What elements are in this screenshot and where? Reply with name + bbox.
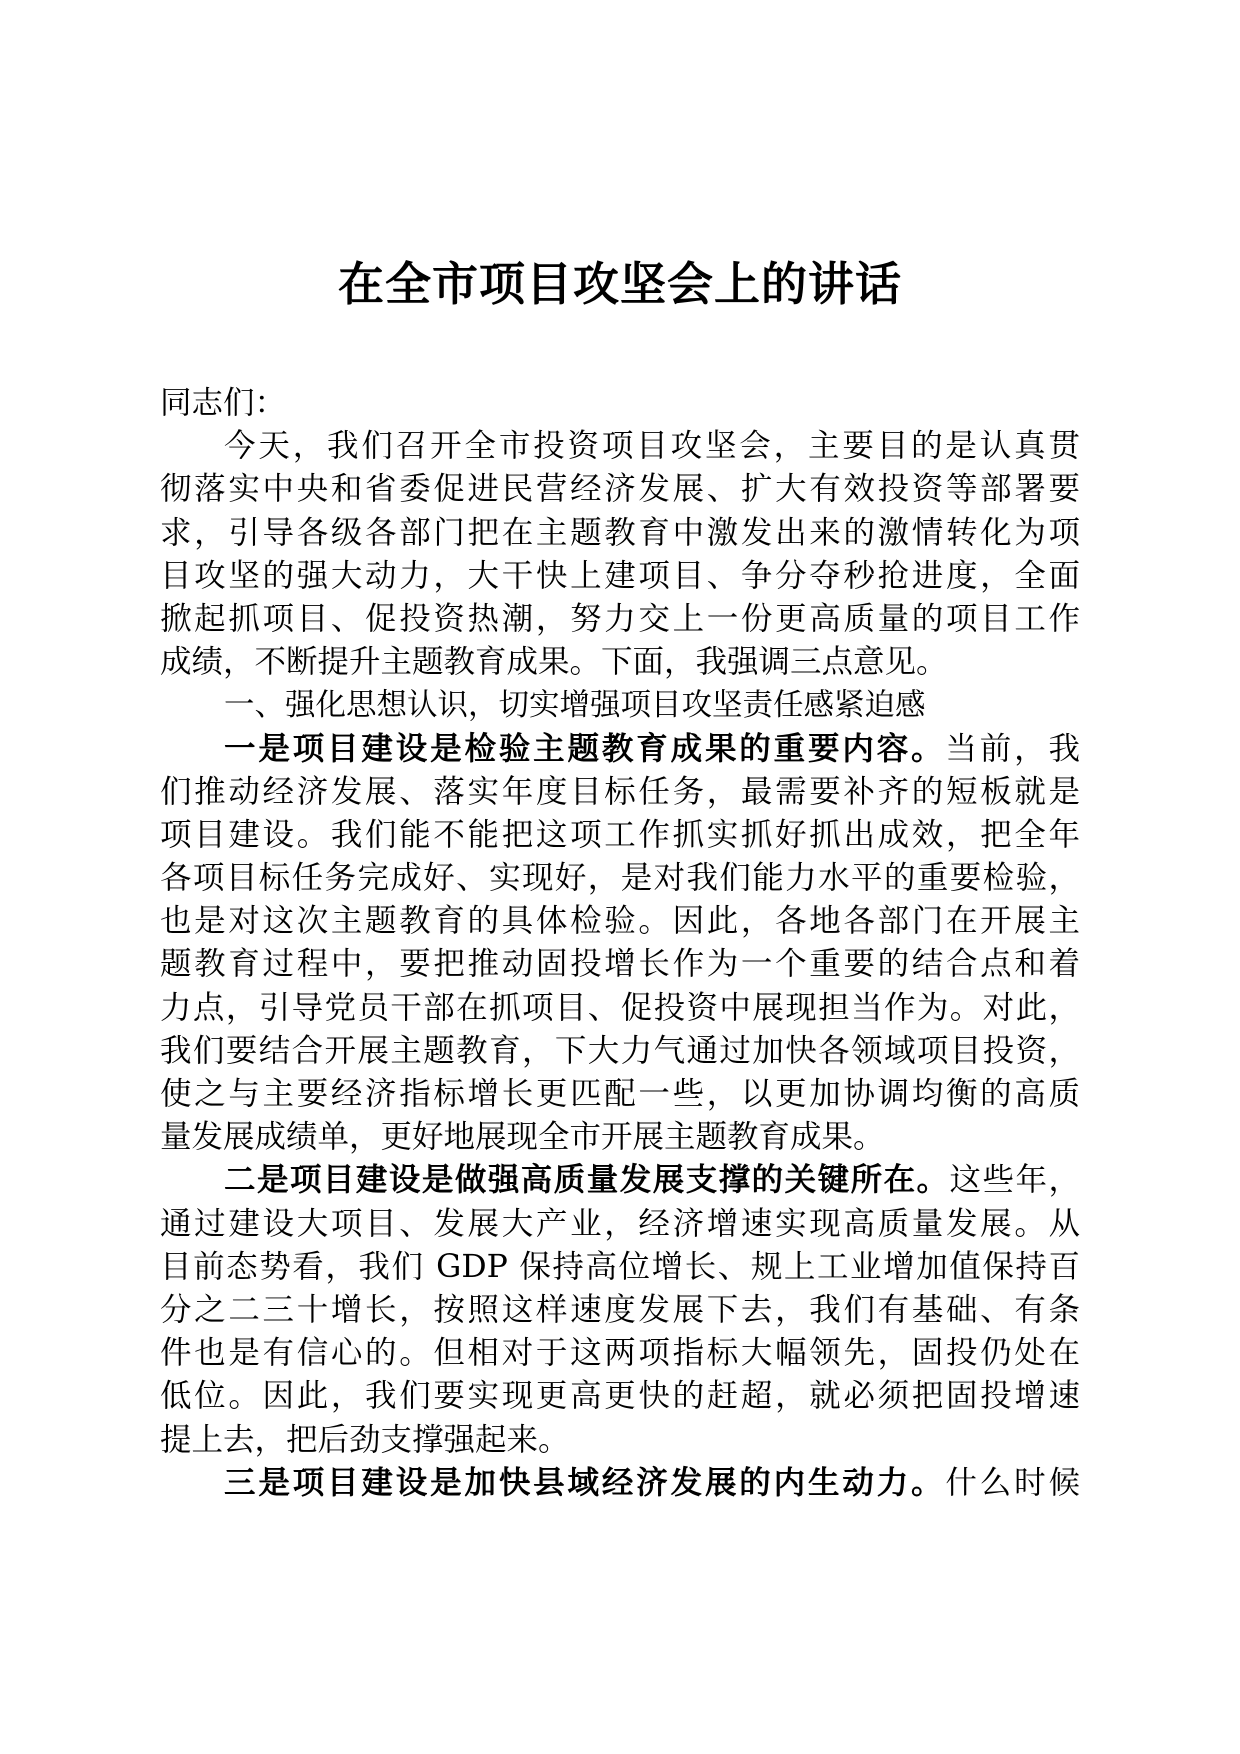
paragraph-line: 成绩，不断提升主题教育成果。下面，我强调三点意见。 [160,644,948,681]
point-text: 什么时候 [945,1464,1080,1501]
paragraph-line: 彻落实中央和省委促进民营经济发展、扩大有效投资等部署要 [160,471,1080,508]
paragraph-line: 使之与主要经济指标增长更匹配一些，以更加协调均衡的高质 [160,1076,1080,1112]
point-heading: 一是项目建设是检验主题教育成果的重要内容。 [224,730,946,767]
paragraph-line [160,728,1080,771]
document-title: 在全市项目攻坚会上的讲话 [338,257,902,311]
paragraph-line: 求，引导各级各部门把在主题教育中激发出来的激情转化为项 [160,514,1080,551]
salutation: 同志们： [160,385,287,421]
paragraph-line: 也是对这次主题教育的具体检验。因此，各地各部门在开展主 [160,903,1080,940]
paragraph-line: 力点，引导党员干部在抓项目、促投资中展现担当作为。对此， [160,989,1080,1026]
paragraph-line: 低位。因此，我们要实现更高更快的赶超，就必须把固投增速 [160,1378,1080,1415]
paragraph-line: 掀起抓项目、促投资热潮，努力交上一份更高质量的项目工作 [160,600,1080,637]
paragraph-line: 通过建设大项目、发展大产业，经济增速实现高质量发展。从 [160,1205,1080,1242]
paragraph-line: 今天，我们召开全市投资项目攻坚会，主要目的是认真贯 [224,428,1080,465]
point-heading: 二是项目建设是做强高质量发展支撑的关键所在。 [224,1162,950,1199]
paragraph-line: 各项目标任务完成好、实现好，是对我们能力水平的重要检验， [160,860,1080,897]
paragraph-line: 目前态势看，我们 GDP 保持高位增长、规上工业增加值保持百 [160,1248,1080,1285]
paragraph-line: 提上去，把后劲支撑强起来。 [160,1421,570,1458]
section-heading: 一、强化思想认识，切实增强项目攻坚责任感紧迫感 [224,688,926,724]
point-text: 这些年， [949,1162,1080,1199]
paragraph-line [160,1462,1080,1505]
paragraph-line: 目攻坚的强大动力，大干快上建项目、争分夺秒抢进度，全面 [160,557,1080,594]
paragraph-line: 件也是有信心的。但相对于这两项指标大幅领先，固投仍处在 [160,1335,1080,1372]
paragraph-line: 量发展成绩单，更好地展现全市开展主题教育成果。 [160,1119,885,1156]
paragraph-line: 我们要结合开展主题教育，下大力气通过加快各领域项目投资， [160,1032,1080,1069]
paragraph-line: 分之二三十增长，按照这样速度发展下去，我们有基础、有条 [160,1291,1080,1328]
point-text: 当前，我 [945,730,1080,767]
document-body [160,382,1080,1505]
point-heading: 三是项目建设是加快县域经济发展的内生动力。 [224,1464,946,1501]
paragraph-line: 们推动经济发展、落实年度目标任务，最需要补齐的短板就是 [160,773,1080,810]
paragraph-line [160,1159,1080,1202]
paragraph-line: 题教育过程中，要把推动固投增长作为一个重要的结合点和着 [160,946,1080,983]
paragraph-line: 项目建设。我们能不能把这项工作抓实抓好抓出成效，把全年 [160,816,1080,853]
